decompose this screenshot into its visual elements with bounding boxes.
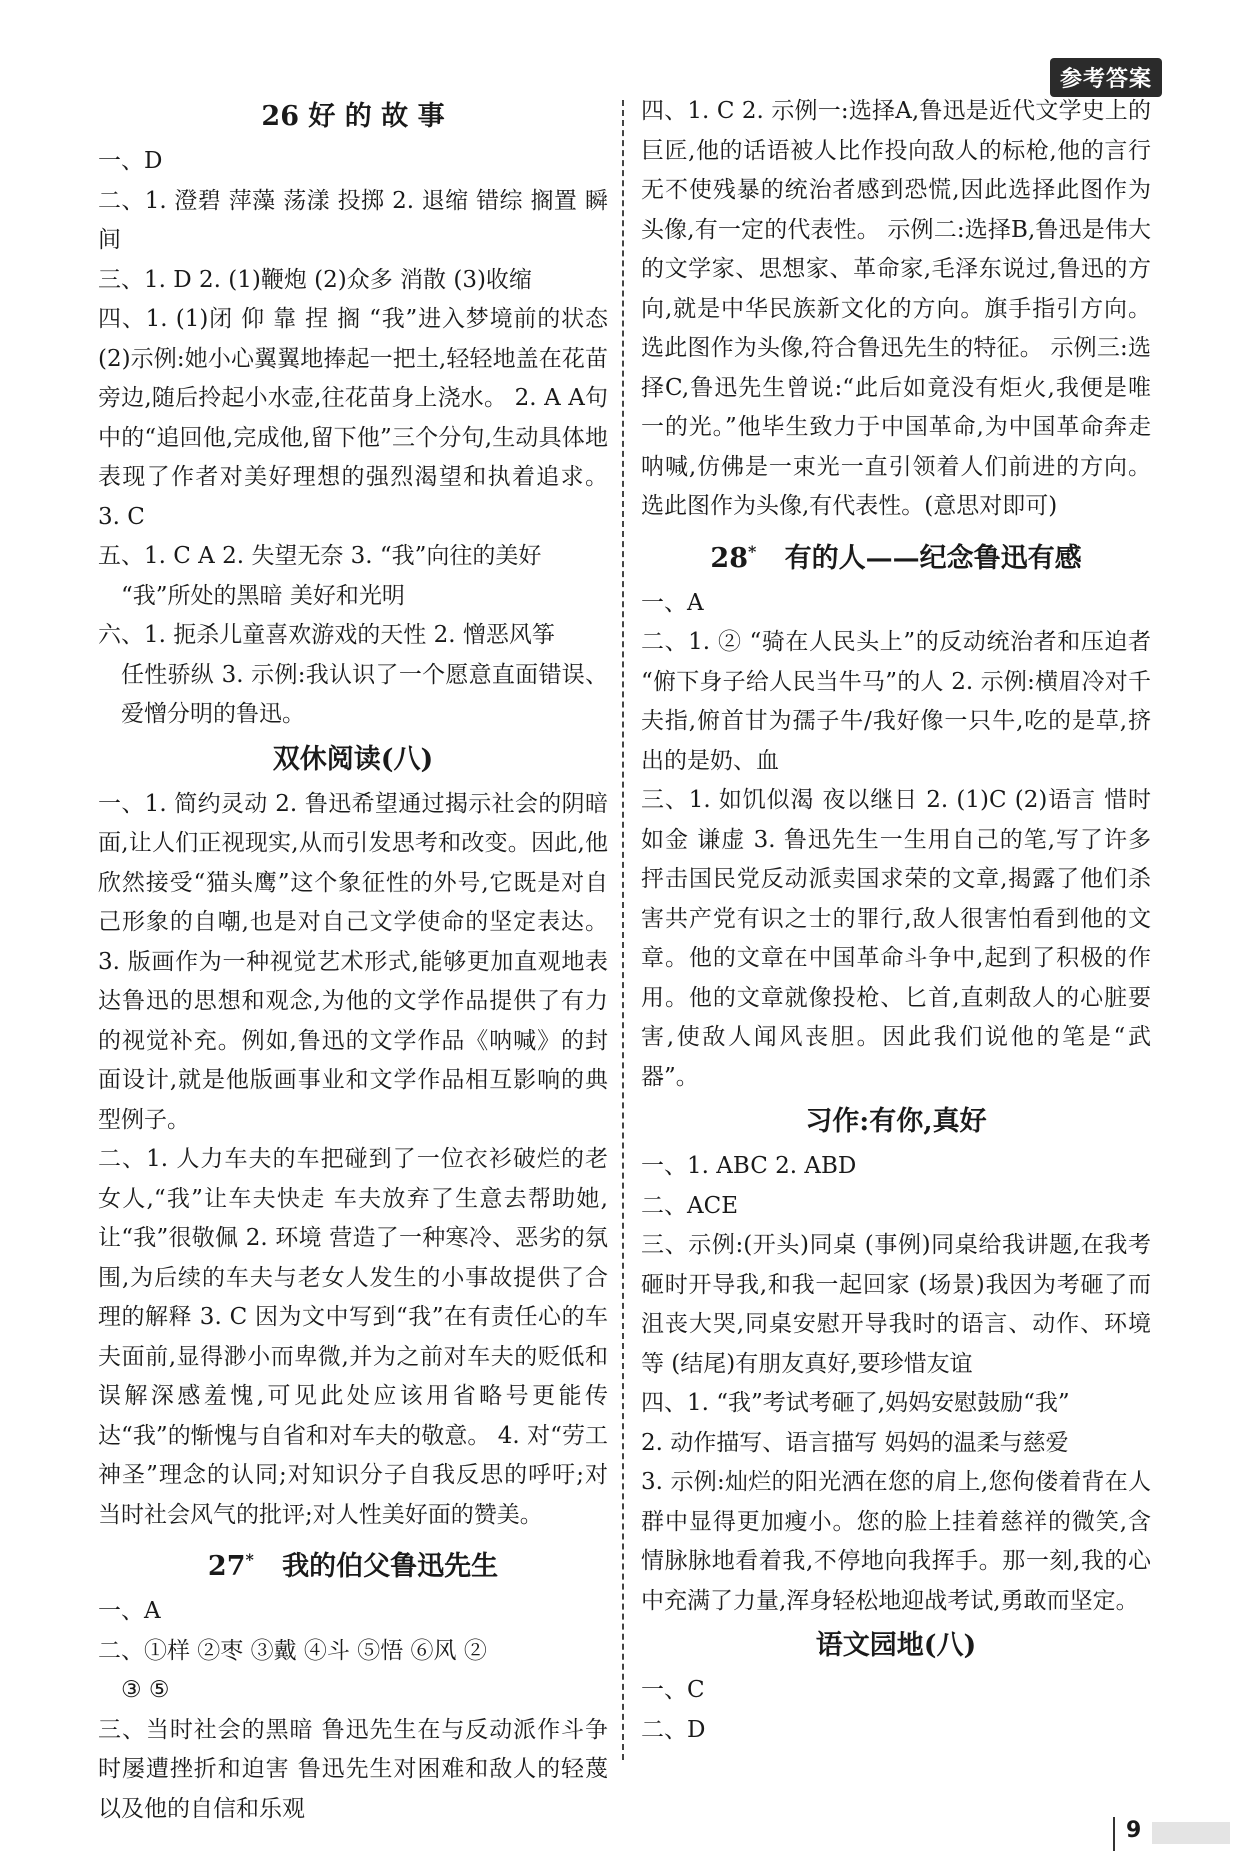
answer-line: 四、1. (1)闭 仰 靠 捏 搁 “我”进入梦境前的状态 (2)示例:她小心翼翼地捧起一把土,轻轻地盖在花苗旁边,随后拎起小水壶,往花苗身上浇水。 2. A A句中的“追回他,完成他,留下他”三个分句,生动具体地表现了作者对美好理想的强烈渴望和执着追求。 3. C [98,306,608,530]
answer-line: 一、1. ABC 2. ABD [641,1153,857,1179]
answer-line: 四、1. “我”考试考砸了,妈妈安慰鼓励“我” [641,1390,1070,1416]
section-28-title [641,529,1151,582]
answer-line: 任性骄纵 3. 示例:我认识了一个愿意直面错误、爱憎分明的鲁迅。 [121,661,608,727]
answer-key-badge: 参考答案 [1050,58,1162,97]
answer-line: ③ ⑤ [121,1677,170,1703]
answer-line: 一、1. 简约灵动 2. 鲁迅希望通过揭示社会的阴暗面,让人们正视现实,从而引发思考和改变。因此,他欣然接受“猫头鹰”这个象征性的外号,它既是对自己形象的自嘲,也是对自己文学使命的坚定表达。 3. 版画作为一种视觉艺术形式,能够更加直观地表达鲁迅的思想和观念,为他的文学作品提供了有力的视觉补充。例如,鲁迅的文学作品《呐喊》的封面设计,就是他版画事业和文学作品相互影响的典型例子。 [98,790,608,1133]
answer-line: 二、1. ② “骑在人民头上”的反动统治者和压迫者 “俯下身子给人民当牛马”的人 2. 示例:横眉冷对千夫指,俯首甘为孺子牛/我好像一只牛,吃的是草,挤出的是奶、血 [641,629,1151,774]
answer-line: 二、1. 澄碧 萍藻 荡漾 投掷 2. 退缩 错综 搁置 瞬间 [98,187,608,253]
section-27-title [98,1537,608,1590]
answer-line: 三、当时社会的黑暗 鲁迅先生在与反动派作斗争时屡遭挫折和迫害 鲁迅先生对困难和敌人的轻蔑以及他的自信和乐观 [98,1716,608,1822]
answer-line: 三、示例:(开头)同桌 (事例)同桌给我讲题,在我考砸时开导我,和我一起回家 (场景)我因为考砸了而沮丧大哭,同桌安慰开导我时的语言、动作、环境等 (结尾)有朋友真好,要珍惜友谊 [641,1232,1151,1377]
footer-bar [1152,1822,1230,1844]
section-number: 27 [207,1551,246,1582]
right-column [641,92,1151,1750]
section-name: 我的伯父鲁迅先生 [282,1551,499,1582]
answer-line: 一、A [641,589,704,616]
section-26-title: 26 好 的 故 事 [261,101,445,132]
chinese-garden-title: 语文园地(八) [815,1630,977,1661]
answer-line: 二、ACE [641,1192,738,1219]
footer-separator [1113,1817,1115,1851]
answer-line: 一、A [98,1598,161,1624]
answer-line: 二、1. 人力车夫的车把碰到了一位衣衫破烂的老女人,“我”让车夫快走 车夫放弃了生意去帮助她,让“我”很敬佩 2. 环境 营造了一种寒冷、恶劣的氛围,为后续的车夫与老女人发生的小事故提供了合理的解释 3. C 因为文中写到“我”在有责任心的车夫面前,显得渺小而卑微,并为之前对车夫的贬低和误解深感羞愧,可见此处应该用省略号更能传达“我”的惭愧与自省和对车夫的敬意。 4. 对“劳工神圣”理念的认同;对知识分子自我反思的呼吁;对当时社会风气的批评;对人性美好面的赞美。 [98,1146,608,1528]
optional-marker: * [748,541,757,561]
optional-marker: * [245,1550,254,1569]
answer-line: 2. 动作描写、语言描写 妈妈的温柔与慈爱 [641,1429,1069,1456]
page-number: 9 [1126,1818,1142,1843]
left-column [98,92,608,1829]
section-number: 28 [710,542,748,574]
answer-line: 3. 示例:灿烂的阳光洒在您的肩上,您佝偻着背在人群中显得更加瘦小。您的脸上挂着慈祥的微笑,含情脉脉地看着我,不停地向我挥手。那一刻,我的心中充满了力量,浑身轻松地迎战考试,勇敢而坚定。 [641,1469,1151,1614]
answer-line: “我”所处的黑暗 美好和光明 [121,582,405,609]
answer-line: 一、D [98,148,163,174]
answer-line: 三、1. D 2. (1)鞭炮 (2)众多 消散 (3)收缩 [98,266,532,293]
composition-title: 习作:有你,真好 [805,1106,987,1137]
answer-line: 六、1. 扼杀儿童喜欢游戏的天性 2. 憎恶风筝 [98,622,555,648]
weekend-reading-title: 双休阅读(八) [272,743,434,775]
answer-line: 二、①样 ②枣 ③戴 ④斗 ⑤悟 ⑥风 ② [98,1637,487,1664]
answer-line: 二、D [641,1716,706,1743]
section-name: 有的人——纪念鲁迅有感 [784,542,1082,574]
answer-line: 一、C [641,1677,705,1703]
answer-line: 五、1. C A 2. 失望无奈 3. “我”向往的美好 [98,543,542,569]
answer-line: 三、1. 如饥似渴 夜以继日 2. (1)C (2)语言 惜时如金 谦虚 3. 鲁迅先生一生用自己的笔,写了许多抨击国民党反动派卖国求荣的文章,揭露了他们杀害共产党有识之士的罪行,敌人很害怕看到他的文章。他的文章在中国革命斗争中,起到了积极的作用。他的文章就像投枪、匕首,直刺敌人的心脏要害,使敌人闻风丧胆。因此我们说他的笔是“武器”。 [641,787,1151,1090]
answer-line: 四、1. C 2. 示例一:选择A,鲁迅是近代文学史上的巨匠,他的话语被人比作投向敌人的标枪,他的言行无不使残暴的统治者感到恐慌,因此选择此图作为头像,有一定的代表性。 示例二:选择B,鲁迅是伟大的文学家、思想家、革命家,毛泽东说过,鲁迅的方向,就是中华民族新文化的方向。旗手指引方向。选此图作为头像,符合鲁迅先生的特征。 示例三:选择C,鲁迅先生曾说:“此后如竟没有炬火,我便是唯一的光。”他毕生致力于中国革命,为中国革命奔走呐喊,仿佛是一束光一直引领着人们前进的方向。选此图作为头像,有代表性。(意思对即可) [641,98,1151,519]
column-divider [622,100,624,1760]
